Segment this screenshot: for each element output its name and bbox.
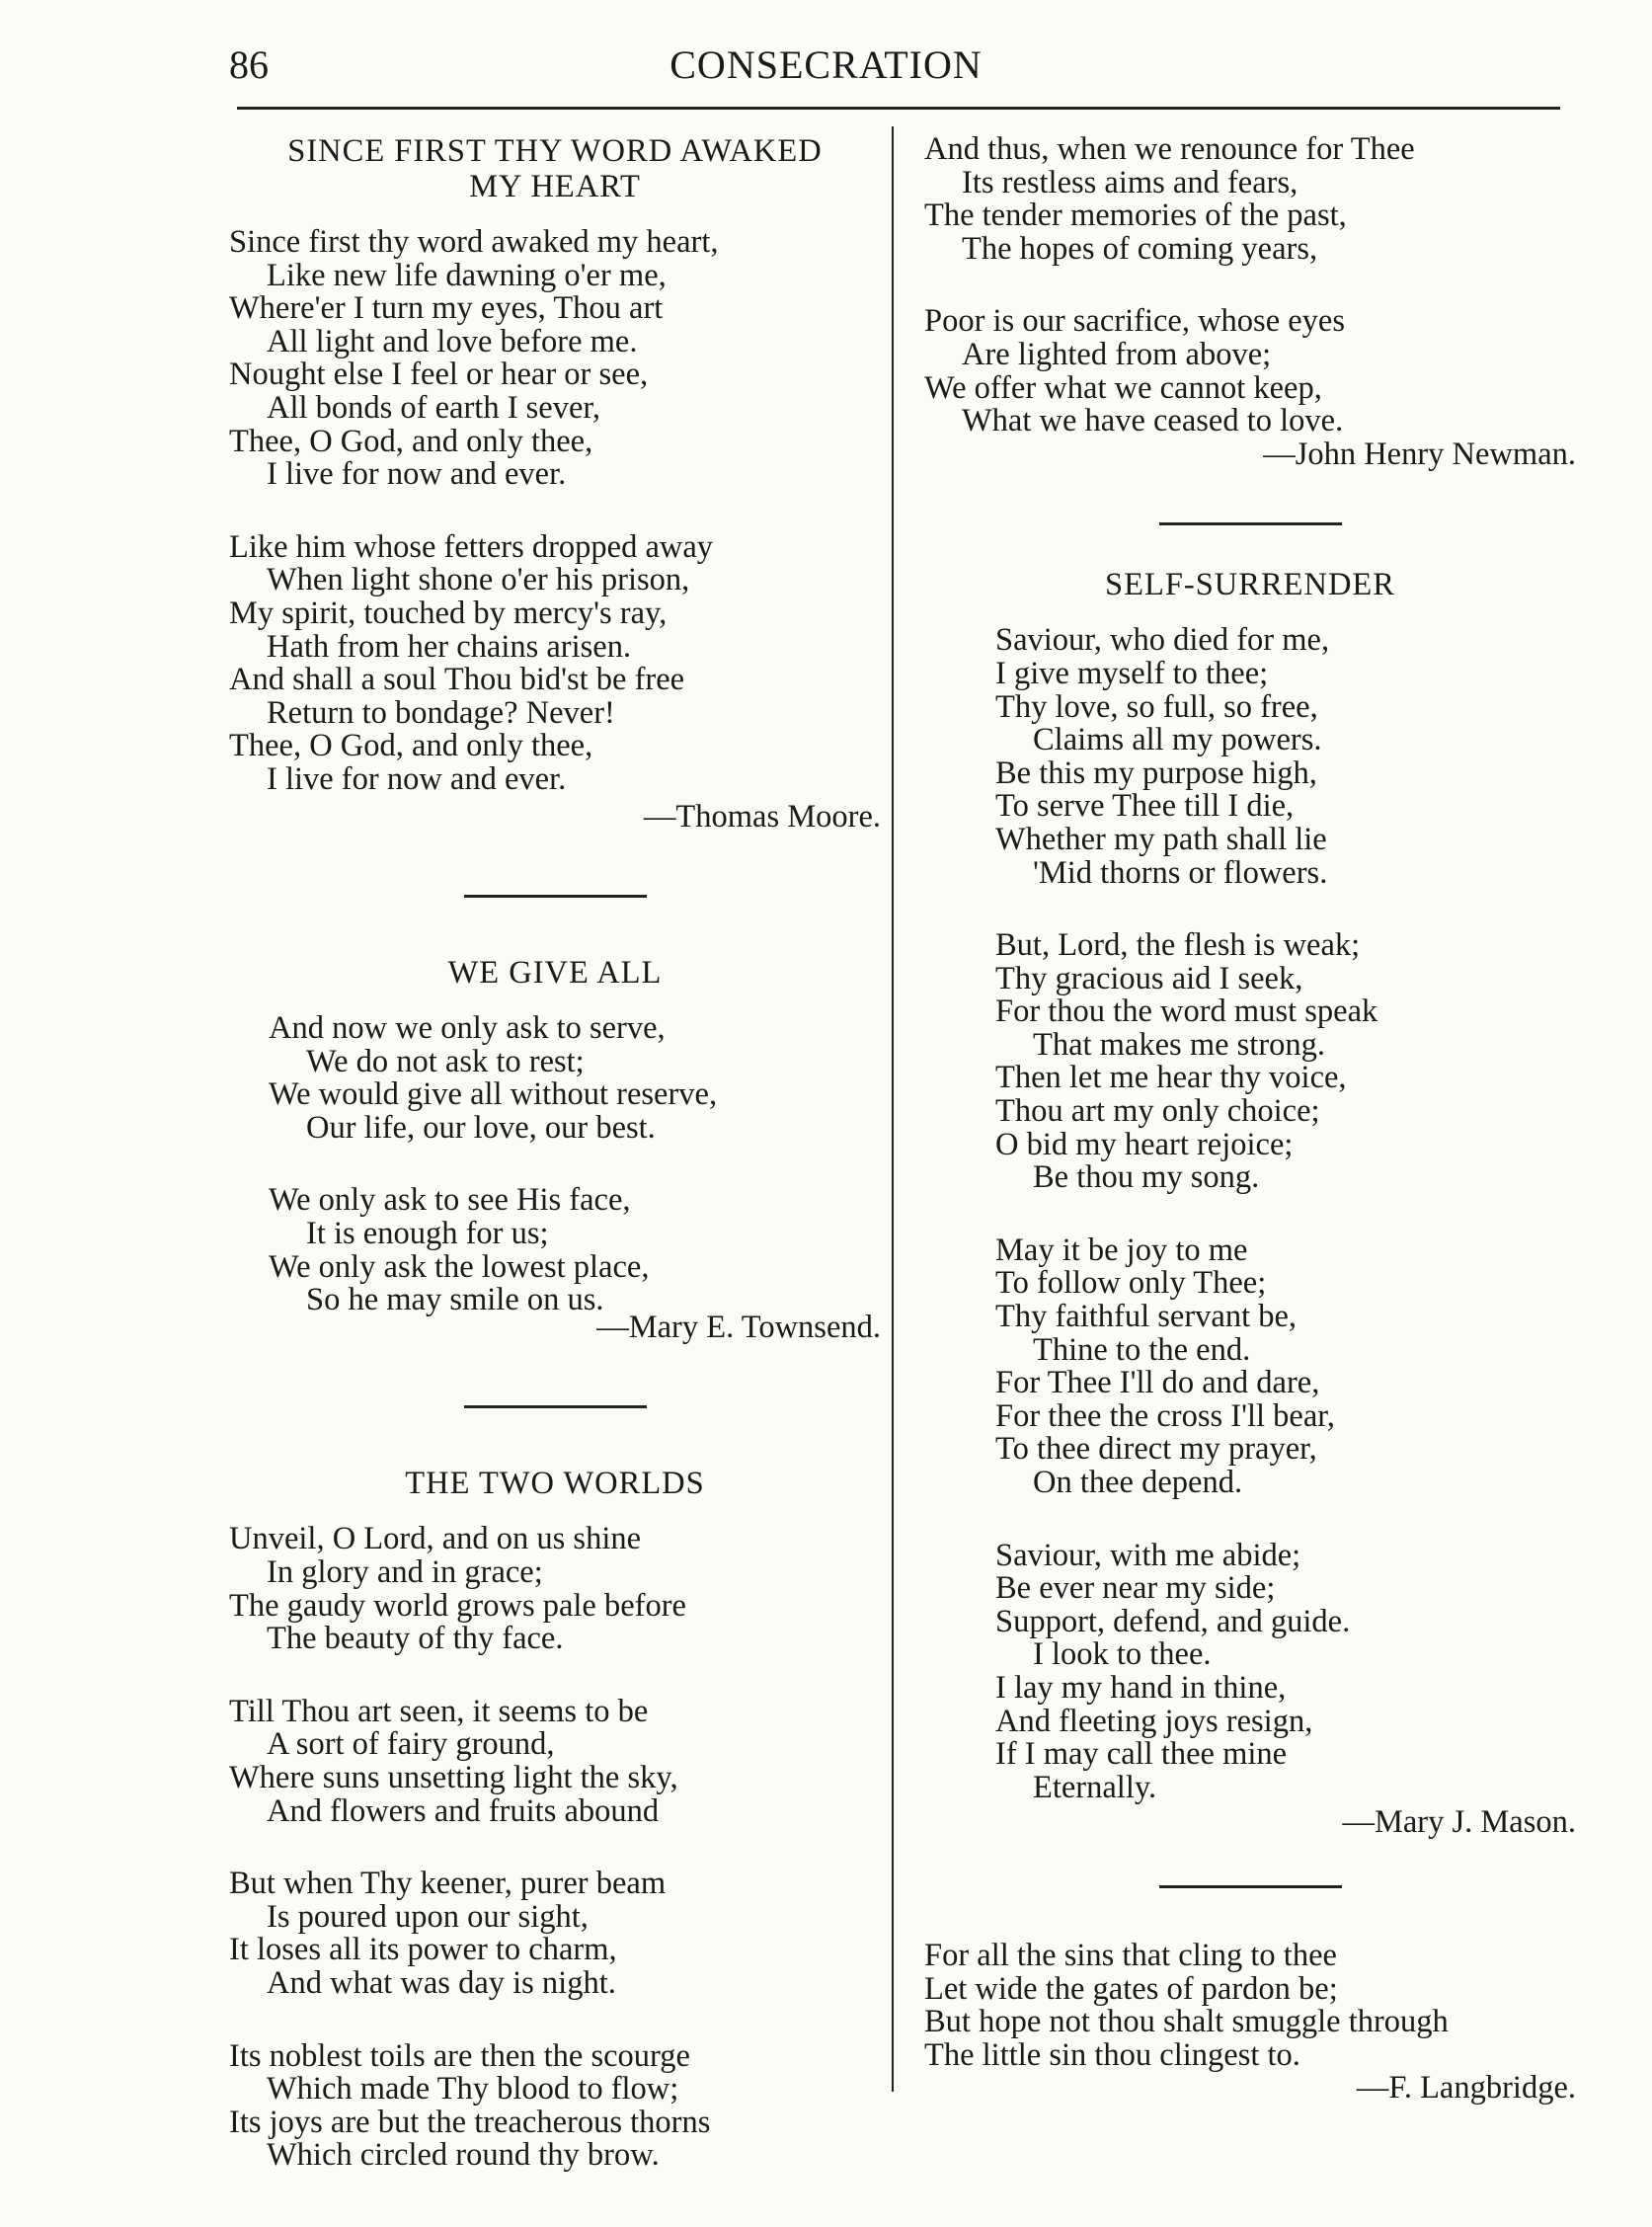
left-column bbox=[229, 133, 881, 2173]
verse-line: Its joys are but the treacherous thorns bbox=[229, 2104, 711, 2140]
verse-line: The beauty of thy face. bbox=[267, 1621, 564, 1657]
verse-line: That makes me strong. bbox=[1033, 1026, 1326, 1063]
poem-title: SINCE FIRST THY WORD AWAKED MY HEART bbox=[287, 133, 823, 204]
verse-line: My spirit, touched by mercy's ray, bbox=[229, 595, 668, 631]
verse-line: Our life, our love, our best. bbox=[306, 1109, 656, 1146]
verse-line: All bonds of earth I sever, bbox=[267, 389, 601, 426]
stanza bbox=[229, 1693, 881, 1829]
verse-line: All light and love before me. bbox=[267, 323, 638, 359]
stanza bbox=[995, 929, 1576, 1195]
verse-line: We offer what we cannot keep, bbox=[924, 369, 1322, 406]
verse-block bbox=[269, 1012, 881, 1317]
verse-line: I look to thee. bbox=[1033, 1636, 1212, 1673]
verse-line: Be this my purpose high, bbox=[995, 755, 1317, 791]
poem-two-worlds bbox=[229, 1466, 881, 2173]
verse-line: Return to bondage? Never! bbox=[267, 694, 615, 731]
verse-line: We would give all without reserve, bbox=[269, 1076, 718, 1113]
stanza bbox=[924, 1937, 1576, 2073]
page-number: 86 bbox=[229, 42, 269, 87]
stanza bbox=[229, 1523, 881, 1655]
verse-line: A sort of fairy ground, bbox=[267, 1726, 555, 1763]
verse-line: Nought else I feel or hear or see, bbox=[229, 357, 649, 393]
verse-line: We only ask to see His face, bbox=[269, 1182, 631, 1219]
verse-line: I lay my hand in thine, bbox=[995, 1669, 1287, 1706]
section-divider bbox=[464, 895, 647, 898]
verse-line: To thee direct my prayer, bbox=[995, 1431, 1317, 1468]
poem-title: WE GIVE ALL bbox=[447, 955, 663, 992]
verse-line: Whether my path shall lie bbox=[995, 821, 1327, 857]
verse-line: The tender memories of the past, bbox=[924, 198, 1347, 234]
verse-line: Be ever near my side; bbox=[995, 1570, 1276, 1607]
stanza bbox=[995, 1234, 1576, 1500]
poem-title: SELF-SURRENDER bbox=[1105, 567, 1395, 603]
poem-author: —F. Langbridge. bbox=[1356, 2070, 1576, 2107]
verse-line: I give myself to thee; bbox=[995, 655, 1269, 691]
verse-line: Thine to the end. bbox=[1033, 1331, 1251, 1368]
poem-author: —John Henry Newman. bbox=[1263, 436, 1576, 472]
verse-line: In glory and in grace; bbox=[267, 1554, 543, 1591]
stanza bbox=[269, 1012, 881, 1145]
verse-line: Be thou my song. bbox=[1033, 1159, 1260, 1196]
verse-line: For all the sins that cling to thee bbox=[924, 1937, 1337, 1973]
poem-self-surrender bbox=[924, 567, 1576, 1840]
verse-line: For Thee I'll do and dare, bbox=[995, 1365, 1320, 1401]
verse-line: If I may call thee mine bbox=[995, 1736, 1288, 1773]
verse-line: It loses all its power to charm, bbox=[229, 1932, 617, 1968]
running-head: CONSECRATION bbox=[669, 42, 983, 87]
verse-line: Since first thy word awaked my heart, bbox=[229, 224, 719, 260]
stanza bbox=[229, 226, 881, 492]
column-rule bbox=[892, 126, 894, 2092]
poem-author: —Mary J. Mason. bbox=[1342, 1804, 1576, 1841]
verse-line: To serve Thee till I die, bbox=[995, 788, 1295, 825]
header-rule bbox=[237, 107, 1560, 110]
verse-line: The hopes of coming years, bbox=[962, 230, 1318, 267]
verse-line: Thee, O God, and only thee, bbox=[229, 423, 593, 459]
verse-line: Thee, O God, and only thee, bbox=[229, 728, 593, 764]
verse-line: Which circled round thy brow. bbox=[267, 2137, 660, 2174]
poem-we-give-all bbox=[229, 955, 881, 1344]
verse-line: When light shone o'er his prison, bbox=[267, 562, 690, 598]
verse-line: Thy love, so full, so free, bbox=[995, 688, 1318, 725]
poem-since-first bbox=[229, 133, 881, 834]
verse-line: But hope not thou shalt smuggle through bbox=[924, 2004, 1449, 2040]
stanza bbox=[229, 1868, 881, 2000]
stanza bbox=[924, 133, 1576, 266]
verse-line: Where suns unsetting light the sky, bbox=[229, 1760, 678, 1795]
verse-line: Which made Thy blood to flow; bbox=[267, 2071, 679, 2108]
verse-line: Saviour, with me abide; bbox=[995, 1537, 1301, 1573]
poem-author: —Thomas Moore. bbox=[643, 798, 881, 835]
verse-line: O bid my heart rejoice; bbox=[995, 1126, 1294, 1162]
verse-line: Thy gracious aid I seek, bbox=[995, 960, 1303, 996]
verse-line: It is enough for us; bbox=[306, 1216, 549, 1252]
verse-line: And now we only ask to serve, bbox=[269, 1010, 666, 1047]
verse-line: Unveil, O Lord, and on us shine bbox=[229, 1521, 642, 1557]
verse-line: For thee the cross I'll bear, bbox=[995, 1397, 1335, 1434]
verse-line: And thus, when we renounce for Thee bbox=[924, 131, 1415, 167]
poem-two-worlds-continued bbox=[924, 133, 1576, 471]
poem-author: —Mary E. Townsend. bbox=[596, 1309, 881, 1345]
verse-line: Thou art my only choice; bbox=[995, 1093, 1320, 1130]
verse-line: Where'er I turn my eyes, Thou art bbox=[229, 290, 664, 327]
verse-line: Saviour, who died for me, bbox=[995, 622, 1330, 659]
verse-line: And flowers and fruits abound bbox=[267, 1792, 660, 1829]
verse-line: Hath from her chains arisen. bbox=[267, 628, 632, 665]
stanza bbox=[995, 1537, 1576, 1805]
verse-line: We only ask the lowest place, bbox=[269, 1248, 650, 1285]
verse-block bbox=[995, 624, 1576, 1804]
verse-line: Its noblest toils are then the scourge bbox=[229, 2037, 690, 2074]
verse-line: So he may smile on us. bbox=[306, 1282, 604, 1318]
verse-line: The gaudy world grows pale before bbox=[229, 1587, 686, 1624]
section-divider bbox=[464, 1405, 647, 1408]
verse-line: I live for now and ever. bbox=[267, 760, 567, 797]
verse-line: On thee depend. bbox=[1033, 1465, 1243, 1500]
verse-line: I live for now and ever. bbox=[267, 456, 567, 493]
stanza bbox=[269, 1184, 881, 1316]
verse-line: 'Mid thorns or flowers. bbox=[1033, 854, 1328, 891]
verse-line: We do not ask to rest; bbox=[306, 1043, 585, 1079]
verse-line: To follow only Thee; bbox=[995, 1265, 1267, 1302]
verse-line: Like new life dawning o'er me, bbox=[267, 257, 667, 293]
section-divider bbox=[1159, 1885, 1342, 1888]
stanza bbox=[924, 305, 1576, 437]
poem-title: THE TWO WORLDS bbox=[405, 1466, 705, 1502]
verse-line: May it be joy to me bbox=[995, 1232, 1248, 1268]
verse-line: Its restless aims and fears, bbox=[962, 164, 1298, 200]
verse-line: Is poured upon our sight, bbox=[267, 1898, 589, 1935]
verse-line: Thy faithful servant be, bbox=[995, 1299, 1298, 1335]
verse-line: Claims all my powers. bbox=[1033, 722, 1322, 758]
verse-line: Let wide the gates of pardon be; bbox=[924, 1970, 1338, 2007]
verse-line: But when Thy keener, purer beam bbox=[229, 1866, 667, 1902]
verse-line: And fleeting joys resign, bbox=[995, 1703, 1313, 1739]
verse-line: Like him whose fetters dropped away bbox=[229, 528, 714, 565]
verse-line: Are lighted from above; bbox=[962, 336, 1272, 372]
stanza bbox=[229, 528, 881, 797]
stanza bbox=[995, 624, 1576, 890]
verse-line: The little sin thou clingest to. bbox=[924, 2036, 1300, 2073]
right-column bbox=[924, 133, 1576, 2106]
section-divider bbox=[1159, 522, 1342, 525]
stanza bbox=[229, 2037, 881, 2174]
verse-line: Then let me hear thy voice, bbox=[995, 1060, 1347, 1096]
verse-line: But, Lord, the flesh is weak; bbox=[995, 927, 1361, 964]
verse-line: For thou the word must speak bbox=[995, 994, 1378, 1030]
verse-line: Eternally. bbox=[1033, 1769, 1157, 1805]
poem-langbridge bbox=[924, 1937, 1576, 2107]
verse-line: Poor is our sacrifice, whose eyes bbox=[924, 303, 1345, 340]
verse-line: And shall a soul Thou bid'st be free bbox=[229, 662, 685, 698]
verse-line: Support, defend, and guide. bbox=[995, 1603, 1351, 1639]
verse-line: What we have ceased to love. bbox=[962, 403, 1344, 439]
verse-line: Till Thou art seen, it seems to be bbox=[229, 1693, 649, 1729]
verse-line: And what was day is night. bbox=[267, 1964, 616, 2001]
